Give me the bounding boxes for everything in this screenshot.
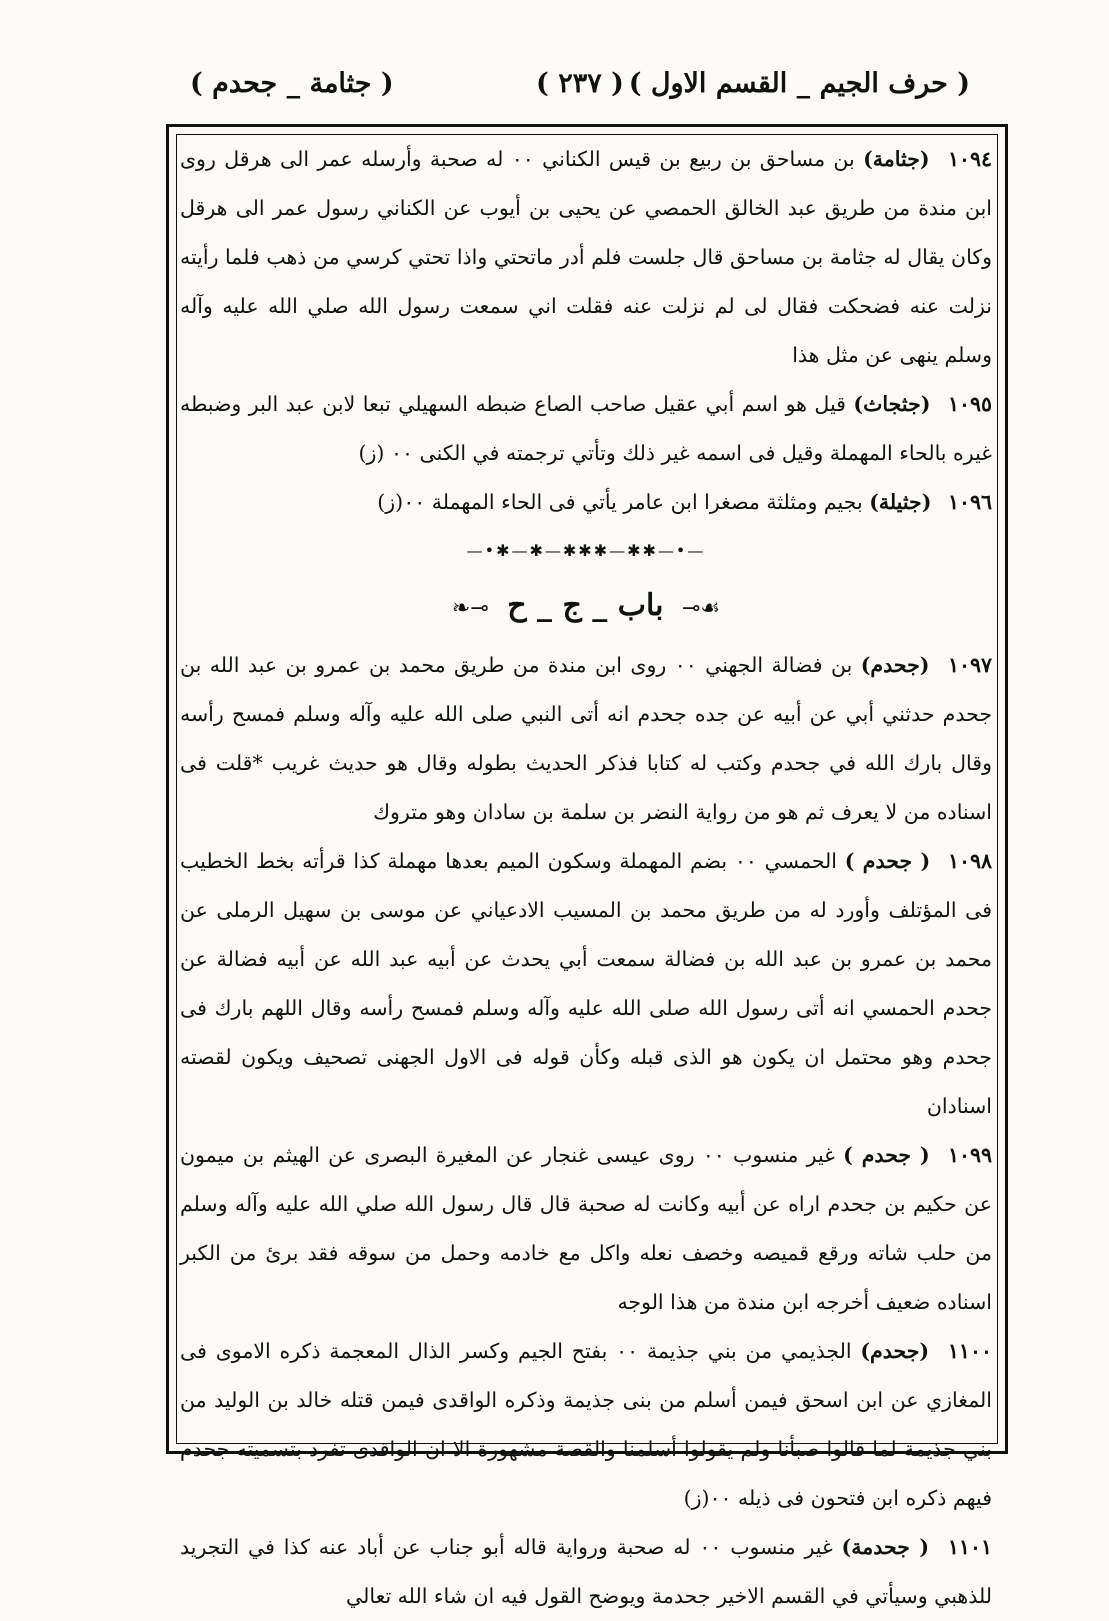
entry-headword: ( جحدم ) xyxy=(844,849,931,873)
entry-headword: (جحدم) xyxy=(860,653,930,677)
entry-headword: (جثامة) xyxy=(863,147,930,171)
ornament-left-icon: ⊸❧ xyxy=(451,596,489,621)
chapter-heading xyxy=(180,575,992,637)
entry-number: ١٠٩٤ xyxy=(947,147,992,171)
entry-text: غير منسوب ٠٠ روى عيسى غنجار عن المغيرة البصرى عن الهيثم بن ميمون عن حكيم بن جحدم اراه عن أبيه وكانت له صحبة قال قال رسول الله صلي الله عليه وآله وسلم من حلب شاته ورقع قميصه وخصف نعله واكل مع خادمه وحمل من سوقه فقد برئ من الكبر اسناده ضعيف أخرجه ابن مندة من هذا الوجه xyxy=(180,1143,992,1314)
ornamental-divider: —•✱—✱—✱✱✱—✱✱—•— xyxy=(466,541,706,560)
entry-1097 xyxy=(180,641,992,837)
entry-text: قيل هو اسم أبي عقيل صاحب الصاع ضبطه السهيلي تبعا لابن عبد البر وضبطه غيره بالحاء المهملة وقيل فى اسمه غير ذلك وتأتي ترجمته في الكنى ٠٠ (ز) xyxy=(180,392,992,465)
entry-1101 xyxy=(180,1523,992,1621)
page-content xyxy=(180,135,992,1608)
entry-number: ١٠٩٧ xyxy=(947,653,992,677)
entry-text: الجذيمي من بني جذيمة ٠٠ بفتح الجيم وكسر الذال المعجمة ذكره الاموى فى المغازي عن ابن اسحق فيمن أسلم من بنى جذيمة وذكره الواقدى فيمن قتله خالد بن الوليد من بني جذيمة لما قالوا صبأنا ولم يقولوا أسلمنا والقصة مشهورة الا ان الواقدى تفرد بتسميته جحدم فيهم ذكره ابن فتحون فى ذيله ٠٠(ز) xyxy=(180,1339,992,1510)
entry-text: بن فضالة الجهني ٠٠ روى ابن مندة من طريق محمد بن عمرو بن عبد الله بن جحدم حدثني أبي عن أبيه عن جده جحدم انه أتى النبي صلى الله عليه وآله وسلم فمسح رأسه وقال بارك الله في جحدم وكتب له كتابا فذكر الحديث بطوله وقال هو حديث غريب *قلت فى اسناده من لا يعرف ثم هو من رواية النضر بن سلمة بن سادان وهو متروك xyxy=(180,653,992,824)
header-section-title: ( حرف الجيم _ القسم الاول ) xyxy=(628,68,970,99)
entry-text: بجيم ومثلثة مصغرا ابن عامر يأتي فى الحاء المهملة ٠٠(ز) xyxy=(377,490,863,514)
entry-1098 xyxy=(180,837,992,1131)
entry-1096 xyxy=(180,478,992,527)
entry-headword: (جحدم) xyxy=(860,1339,930,1363)
ornament-right-icon: ☙⟜ xyxy=(681,596,721,621)
entry-1100 xyxy=(180,1327,992,1523)
entry-number: ١٠٩٩ xyxy=(947,1143,992,1167)
entry-text: بن مساحق بن ربيع بن قيس الكناني ٠٠ له صحبة وأرسله عمر الى هرقل روى ابن مندة من طريق عبد الخالق الحمصي عن يحيى بن أيوب عن الكناني رسول عمر الى هرقل وكان يقال له جثامة بن مساحق قال جلست فلم أدر ماتحتي واذا تحتي كرسي من ذهب فلما رأيته نزلت عنه فضحكت فقال لى لم نزلت عنه فقلت اني سمعت رسول الله صلي الله عليه وآله وسلم ينهى عن مثل هذا xyxy=(180,147,992,367)
entry-headword: (جثجاث) xyxy=(853,392,931,416)
entry-number: ١٠٩٨ xyxy=(947,849,992,873)
entry-1094 xyxy=(180,135,992,380)
chapter-title: باب _ ج _ ح xyxy=(507,588,664,623)
header-entry-range: ( جثامة _ جحدم ) xyxy=(190,68,394,99)
entry-text: غير منسوب ٠٠ له صحبة ورواية قاله أبو جناب عن أباد عنه كذا في التجريد للذهبي وسيأتي في القسم الاخير جحدمة ويوضح القول فيه ان شاء الله تعالي xyxy=(180,1535,992,1608)
entry-headword: ( جحدمة) xyxy=(841,1535,930,1559)
page-header xyxy=(190,68,970,118)
entry-number: ١١٠١ xyxy=(947,1535,992,1559)
entry-1099 xyxy=(180,1131,992,1327)
entry-number: ١٠٩٥ xyxy=(947,392,992,416)
entry-number: ١١٠٠ xyxy=(947,1339,992,1363)
page-number: ( ٢٣٧ ) xyxy=(536,68,624,99)
entry-headword: ( جحدم ) xyxy=(843,1143,930,1167)
entry-headword: (جثيلة) xyxy=(869,490,932,514)
entry-number: ١٠٩٦ xyxy=(947,490,992,514)
entry-1095 xyxy=(180,380,992,478)
entry-text: الحمسي ٠٠ بضم المهملة وسكون الميم بعدها مهملة كذا قرأته بخط الخطيب فى المؤتلف وأورد له من طريق محمد بن المسيب الادعياني عن موسى بن سهيل الرملى عن محمد بن عمرو بن عبد الله بن فضالة سمعت أبي يحدث عن أبيه عبد الله عن أبيه فضالة عن جحدم الحمسي انه أتى رسول الله صلى الله عليه وآله وسلم فمسح رأسه وقال اللهم بارك فى جحدم وهو محتمل ان يكون هو الذى قبله وكأن قوله فى الاول الجهنى تصحيف ويكون لقصته اسنادان xyxy=(180,849,992,1118)
